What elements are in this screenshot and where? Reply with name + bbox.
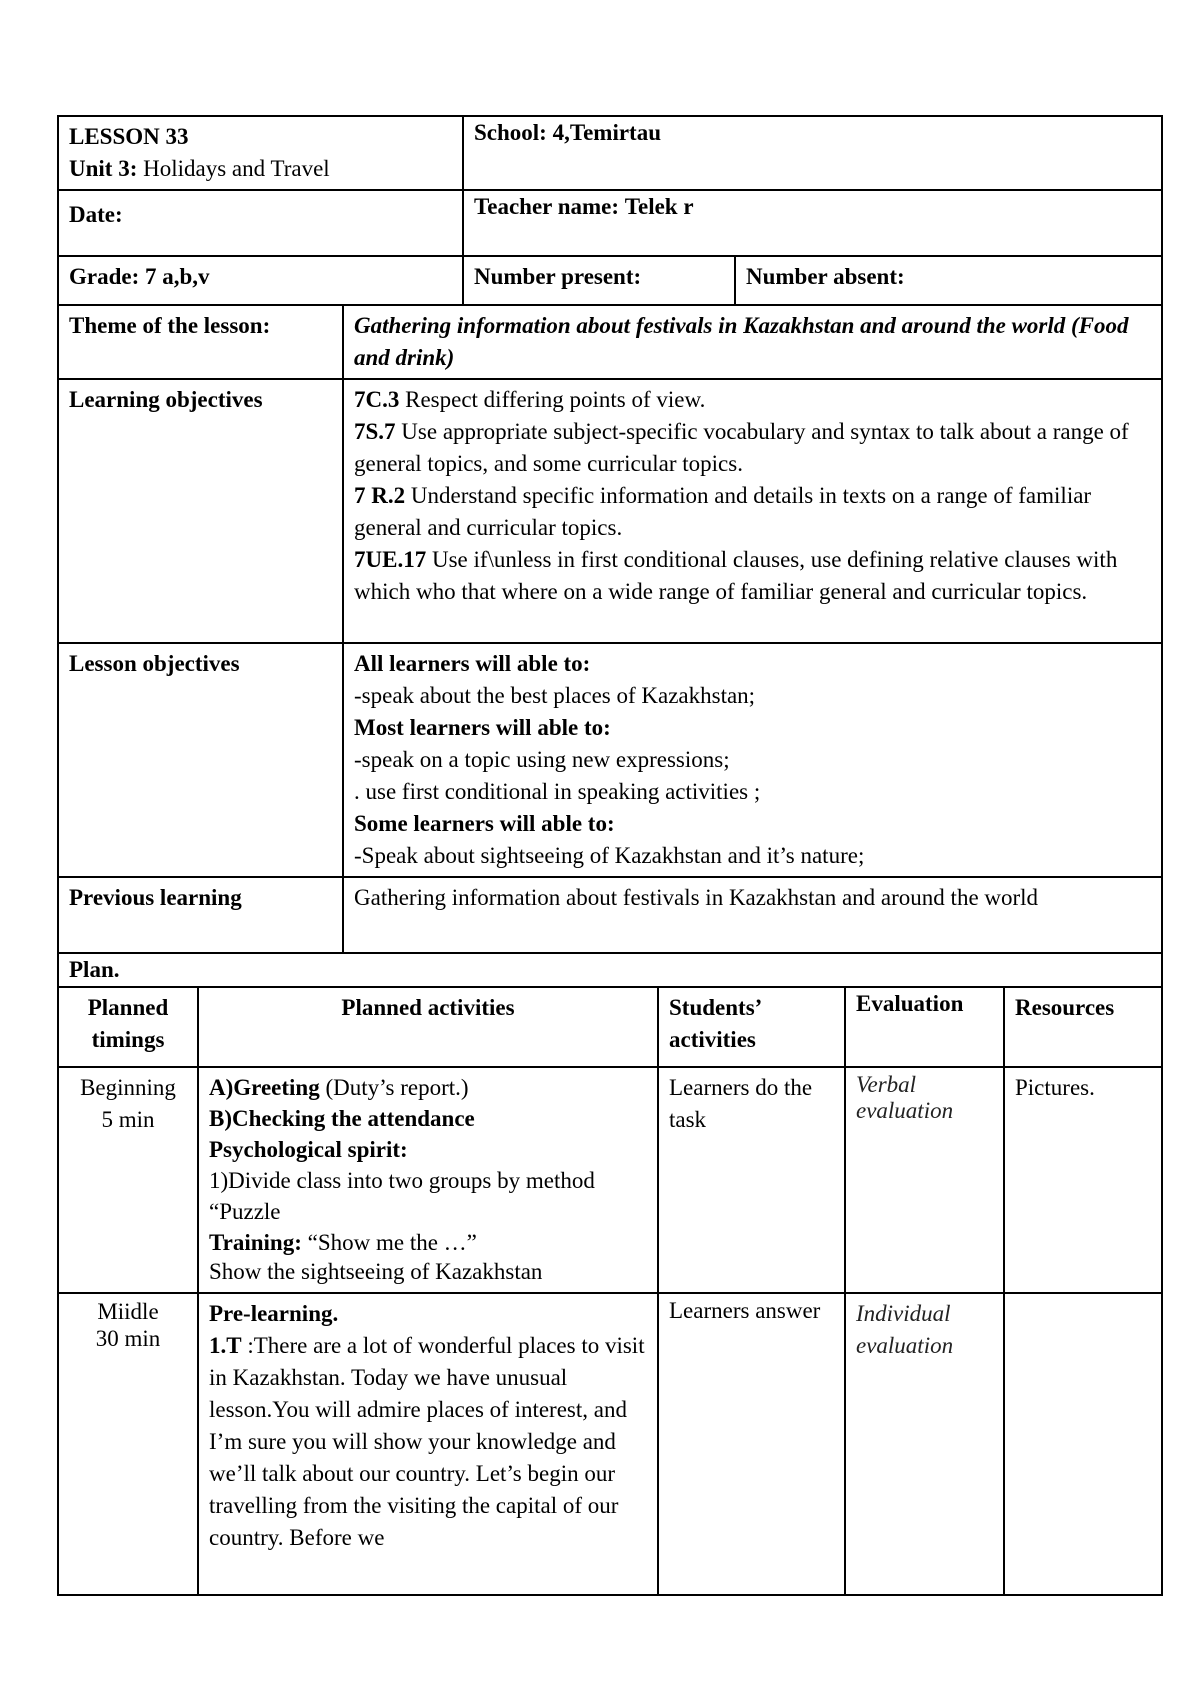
objective-item: 7C.3 Respect differing points of view. xyxy=(354,387,706,412)
most-learners-item: -speak on a topic using new expressions; xyxy=(354,747,730,772)
objectives-table xyxy=(57,304,1163,988)
some-learners-heading: Some learners will able to: xyxy=(354,811,615,836)
lesson-objectives-label-cell xyxy=(58,643,343,877)
theme-label: Theme of the lesson: xyxy=(69,313,271,338)
previous-learning-value: Gathering information about festivals in Kazakhstan and around the world xyxy=(354,885,1039,910)
objective-item: 7S.7 Use appropriate subject-specific vocabulary and syntax to talk about a range of general topics, and some curricular topics. xyxy=(354,419,1129,476)
table-row xyxy=(58,1293,1162,1595)
theme-label-cell xyxy=(58,305,343,379)
previous-learning-cell xyxy=(343,877,1162,953)
evaluation-cell: Individual evaluation xyxy=(845,1293,1004,1595)
students-cell: Learners do the task xyxy=(658,1067,845,1293)
col-header-resources: Resources xyxy=(1004,987,1162,1067)
most-learners-item: . use first conditional in speaking activities ; xyxy=(354,779,761,804)
unit-title: Holidays and Travel xyxy=(143,156,330,181)
theme-value: Gathering information about festivals in Kazakhstan and around the world (Food and drink) xyxy=(354,313,1129,370)
lesson-cell xyxy=(58,116,463,190)
lesson-plan-document xyxy=(57,115,1163,1596)
school-label: School: xyxy=(474,120,547,145)
present-label: Number present: xyxy=(474,264,642,289)
activity-cell: Pre-learning. 1.T :There are a lot of wonderful places to visit in Kazakhstan. Today we have unusual lesson.You will admire places of interest, and I’m sure you will show your knowledge and we’ll talk about our country. Let’s begin our travelling from the visiting the capital of our country. Before we xyxy=(198,1293,658,1595)
grade-value: 7 a,b,v xyxy=(145,264,210,289)
previous-learning-label-cell xyxy=(58,877,343,953)
activity-cell: A)Greeting (Duty’s report.) B)Checking the attendance Psychological spirit: 1)Divide class into two groups by method “Puzzle Training: “Show me the …” Show the sightseeing of Kazakhstan xyxy=(198,1067,658,1293)
teacher-cell xyxy=(463,190,1162,256)
all-learners-item: -speak about the best places of Kazakhstan; xyxy=(354,683,756,708)
learning-objectives-cell xyxy=(343,379,1162,643)
absent-cell xyxy=(735,256,1162,305)
plan-label: Plan. xyxy=(69,957,120,982)
some-learners-item: -Speak about sightseeing of Kazakhstan and it’s nature; xyxy=(354,843,865,868)
lesson-number: LESSON 33 xyxy=(69,124,189,149)
header-table xyxy=(57,115,1163,306)
grade-cell xyxy=(58,256,463,305)
objective-item: 7UE.17 Use if\unless in first conditional clauses, use defining relative clauses with which who that where on a wide range of familiar general and curricular topics. xyxy=(354,547,1118,604)
objective-item: 7 R.2 Understand specific information and details in texts on a range of familiar general and curricular topics. xyxy=(354,483,1092,540)
plan-label-cell xyxy=(58,953,1162,987)
plan-header-row xyxy=(58,987,1162,1067)
all-learners-heading: All learners will able to: xyxy=(354,651,591,676)
teacher-label: Teacher name: xyxy=(474,194,620,219)
col-header-timings: Planned timings xyxy=(58,987,198,1067)
teacher-value: Telek r xyxy=(624,194,694,219)
absent-label: Number absent: xyxy=(746,264,905,289)
table-row xyxy=(58,1067,1162,1293)
evaluation-cell: Verbal evaluation xyxy=(845,1067,1004,1293)
unit-label: Unit 3: xyxy=(69,156,138,181)
learning-objectives-label-cell xyxy=(58,379,343,643)
learning-objectives-label: Learning objectives xyxy=(69,387,263,412)
timing-cell: Beginning 5 min xyxy=(58,1067,198,1293)
lesson-objectives-cell xyxy=(343,643,1162,877)
col-header-evaluation: Evaluation xyxy=(845,987,1004,1067)
resources-cell xyxy=(1004,1293,1162,1595)
lesson-objectives-label: Lesson objectives xyxy=(69,651,240,676)
grade-label: Grade: xyxy=(69,264,140,289)
present-cell xyxy=(463,256,735,305)
date-label: Date: xyxy=(69,202,123,227)
resources-cell: Pictures. xyxy=(1004,1067,1162,1293)
most-learners-heading: Most learners will able to: xyxy=(354,715,611,740)
previous-learning-label: Previous learning xyxy=(69,885,242,910)
col-header-students: Students’ activities xyxy=(658,987,845,1067)
students-cell: Learners answer xyxy=(658,1293,845,1595)
school-value: 4,Temirtau xyxy=(552,120,661,145)
plan-table xyxy=(57,986,1163,1596)
school-cell xyxy=(463,116,1162,190)
theme-value-cell xyxy=(343,305,1162,379)
date-cell xyxy=(58,190,463,256)
col-header-activities: Planned activities xyxy=(198,987,658,1067)
timing-cell: Miidle 30 min xyxy=(58,1293,198,1595)
